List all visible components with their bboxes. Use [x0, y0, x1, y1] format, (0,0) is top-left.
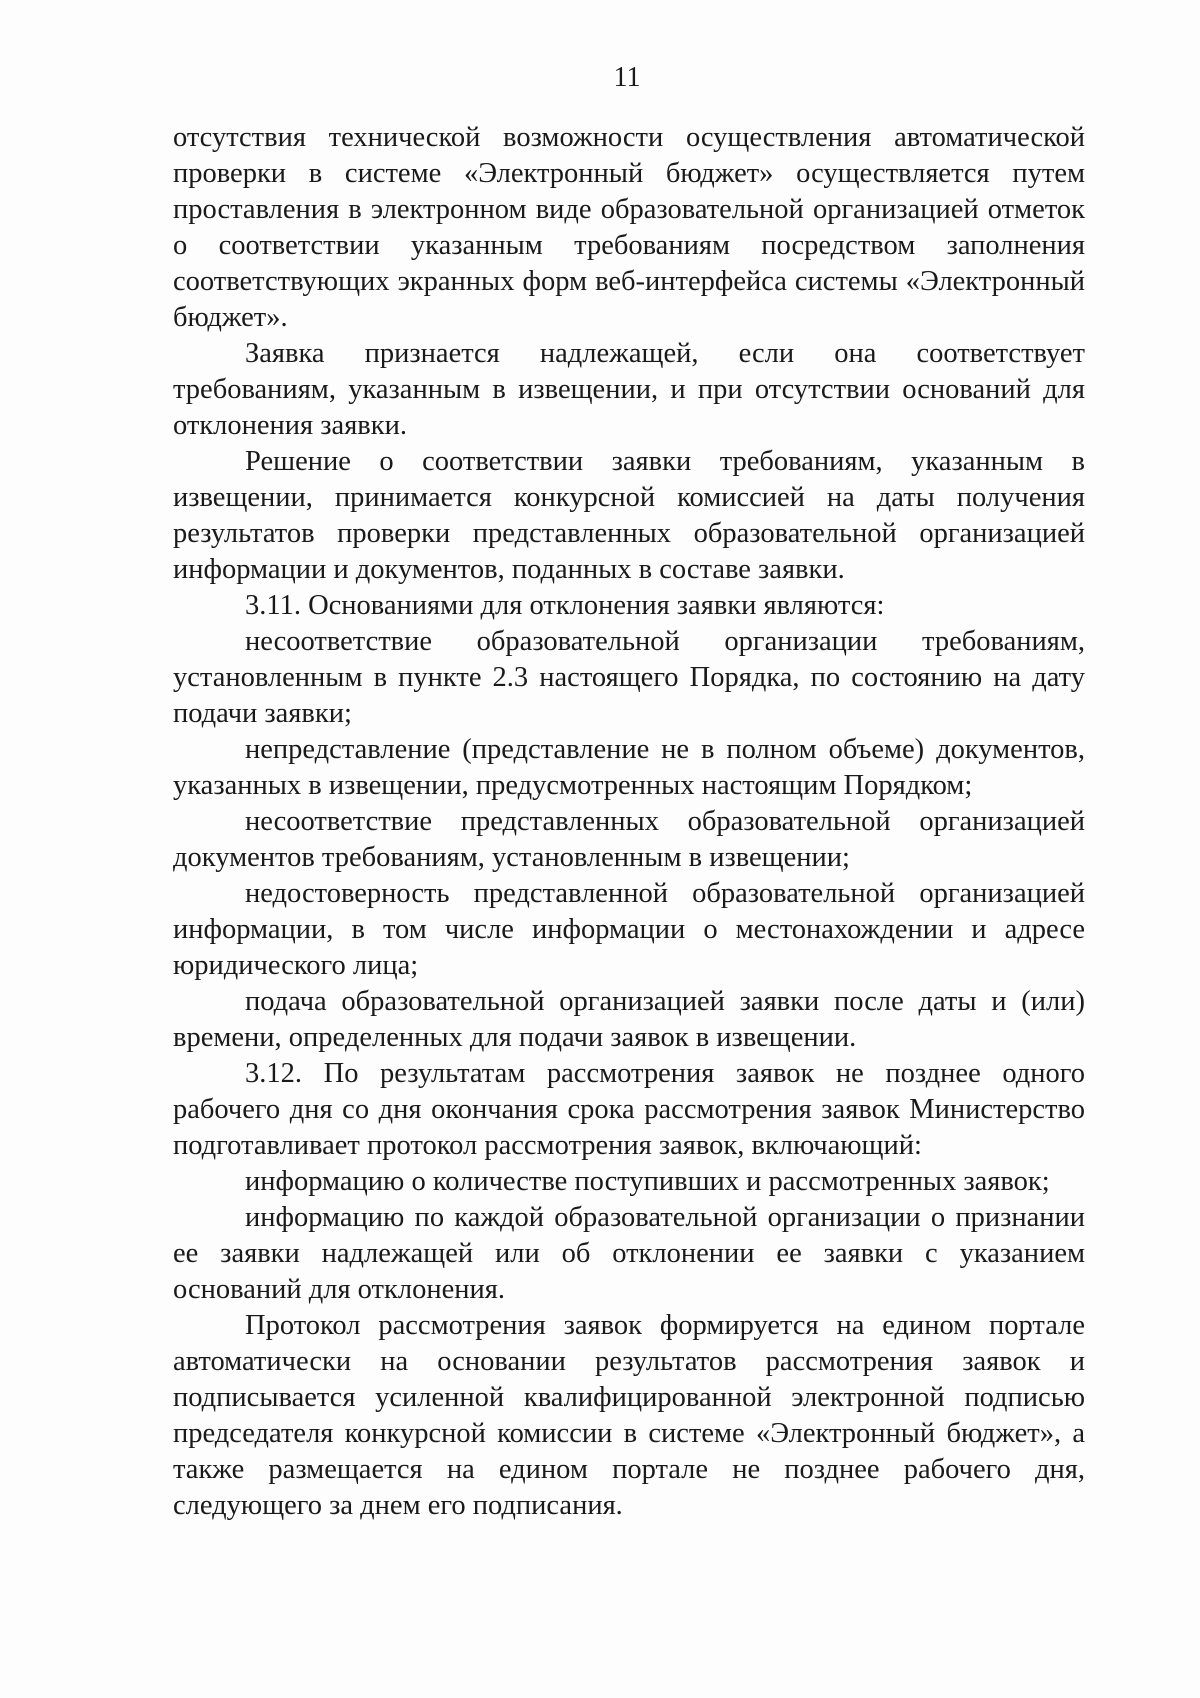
- paragraph-continuation: отсутствия технической возможности осуществления автоматической проверки в системе «Электронный бюджет» осуществляется путем проставления в электронном виде образовательной организацией отметок о соответствии указанным требованиям посредством заполнения соответствующих экранных форм веб-интерфейса системы «Электронный бюджет».: [173, 122, 1085, 333]
- paragraph-protocol-item-1: информацию о количестве поступивших и рассмотренных заявок;: [245, 1166, 1050, 1197]
- paragraph-protocol-item-2: информацию по каждой образовательной организации о признании ее заявки надлежащей или об отклонении ее заявки с указанием оснований для отклонения.: [173, 1202, 1085, 1305]
- document-body: [173, 120, 1085, 1524]
- paragraph-3-11-heading: 3.11. Основаниями для отклонения заявки являются:: [245, 590, 885, 621]
- page-number: 11: [613, 62, 641, 93]
- paragraph-rejection-ground-5: подача образовательной организацией заявки после даты и (или) времени, определенных для подачи заявок в извещении.: [173, 986, 1085, 1053]
- paragraph-rejection-ground-1: несоответствие образовательной организации требованиям, установленным в пункте 2.3 настоящего Порядка, по состоянию на дату подачи заявки;: [173, 626, 1085, 729]
- paragraph-3-12: 3.12. По результатам рассмотрения заявок не позднее одного рабочего дня со дня окончания срока рассмотрения заявок Министерство подготавливает протокол рассмотрения заявок, включающий:: [173, 1058, 1085, 1161]
- paragraph-protocol-publication: Протокол рассмотрения заявок формируется на едином портале автоматически на основании результатов рассмотрения заявок и подписывается усиленной квалифицированной электронной подписью председателя конкурсной комиссии в системе «Электронный бюджет», а также размещается на едином портале не позднее рабочего дня, следующего за днем его подписания.: [173, 1310, 1085, 1521]
- paragraph-decision: Решение о соответствии заявки требованиям, указанным в извещении, принимается конкурсной комиссией на даты получения результатов проверки представленных образовательной организацией информации и документов, поданных в составе заявки.: [173, 446, 1085, 585]
- paragraph-rejection-ground-4: недостоверность представленной образовательной организацией информации, в том числе информации о местонахождении и адресе юридического лица;: [173, 878, 1085, 981]
- paragraph-application-proper: Заявка признается надлежащей, если она соответствует требованиям, указанным в извещении, и при отсутствии оснований для отклонения заявки.: [173, 338, 1085, 441]
- paragraph-rejection-ground-3: несоответствие представленных образовательной организацией документов требованиям, установленным в извещении;: [173, 806, 1085, 873]
- paragraph-rejection-ground-2: непредставление (представление не в полном объеме) документов, указанных в извещении, предусмотренных настоящим Порядком;: [173, 734, 1085, 801]
